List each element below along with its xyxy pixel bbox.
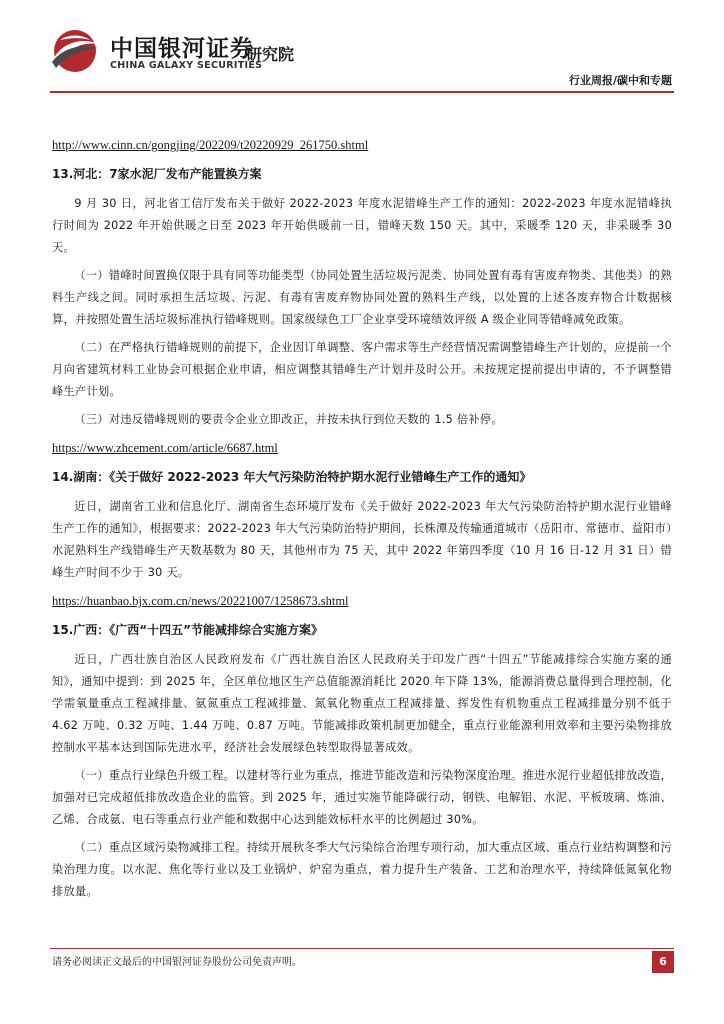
report-type-label: 行业周报/碳中和专题 xyxy=(568,74,672,87)
paragraph: （二）重点区域污染物减排工程。持续开展秋冬季大气污染综合治理专项行动，加大重点区域、重点行业结构调整和污染治理力度。以水泥、焦化等行业以及工业锅炉、炉窑为重点，着力提升生产装备、工艺和治理水平，持续降低氮氧化物排放量。 xyxy=(52,841,672,898)
section-13 xyxy=(52,163,672,459)
galaxy-logo-icon xyxy=(50,28,100,74)
footer-divider xyxy=(50,948,674,949)
section-heading: 14.湖南：《关于做好 2022-2023 年大气污染防治特护期水泥行业错峰生产工作的通知》 xyxy=(52,470,532,484)
brand-name-en: CHINA GALAXY SECURITIES xyxy=(110,60,263,71)
disclaimer-text: 请务必阅读正文最后的中国银河证券股份公司免责声明。 xyxy=(52,957,302,968)
section-heading: 15.广西：《广西“十四五”节能减排综合实施方案》 xyxy=(52,623,324,637)
section-14 xyxy=(52,466,672,612)
paragraph: （二）在严格执行错峰规则的前提下，企业因订单调整、客户需求等生产经营情况需调整错峰生产计划的，应提前一个月向省建筑材料工业协会可根据企业申请，相应调整其错峰生产计划并及时公开。未按规定提前提出申请的，不予调整错峰生产计划。 xyxy=(52,341,672,398)
page-number: 6 xyxy=(652,951,674,973)
page-header xyxy=(0,0,724,92)
header-divider xyxy=(50,91,674,93)
paragraph: （三）对违反错峰规则的要责令企业立即改正，并按未执行到位天数的 1.5 倍补停。 xyxy=(74,413,503,426)
source-link[interactable]: https://huanbao.bjx.com.cn/news/20221007/1258673.shtml xyxy=(52,594,349,608)
paragraph: （一）错峰时间置换仅限于具有同等功能类型（协同处置生活垃圾污泥类、协同处置有毒有害废弃物类、其他类）的熟料生产线之间。同时承担生活垃圾、污泥、有毒有害废弃物协同处置的熟料生产线，以处置的上述各废弃物合计数据核算，并按照处置生活垃圾标准执行错峰规则。国家级绿色工厂企业享受环境绩效评级 A 级企业同等错峰减免政策。 xyxy=(52,269,672,326)
paragraph: 近日，湖南省工业和信息化厅、湖南省生态环境厅发布《关于做好 2022-2023 年大气污染防治特护期水泥行业错峰生产工作的通知》，根据要求：2022-2023 年大气污染防治特护期间，长株潭及传输通道城市（岳阳市、常德市、益阳市）水泥熟料生产线错峰生产天数基数为 80 天，其他州市为 75 天，其中 2022 年第四季度（10 月 16 日-12 月 31 日）错峰生产时间不少于 30 天。 xyxy=(52,500,672,579)
brand-name-cn: 中国银河证券 xyxy=(110,36,254,62)
institute-label: 研究院 xyxy=(246,45,295,64)
source-link[interactable]: https://www.zhcement.com/article/6687.html xyxy=(52,441,278,455)
source-link[interactable]: http://www.cinn.cn/gongjing/202209/t20220929_261750.shtml xyxy=(52,138,369,152)
section-15 xyxy=(52,619,672,903)
main-content xyxy=(52,134,672,909)
paragraph: （一）重点行业绿色升级工程。以建材等行业为重点，推进节能改造和污染物深度治理。推进水泥行业超低排放改造，加强对已完成超低排放改造企业的监管。到 2025 年，通过实施节能降碳行动，钢铁、电解铝、水泥、平板玻璃、炼油、乙烯、合成氨、电石等重点行业产能和数据中心达到能效标杆水平的比例超过 30%。 xyxy=(52,769,672,826)
section-heading: 13.河北：7家水泥厂发布产能置换方案 xyxy=(52,167,262,181)
paragraph: 近日，广西壮族自治区人民政府发布《广西壮族自治区人民政府关于印发广西“十四五”节能减排综合实施方案的通知》，通知中提到：到 2025 年，全区单位地区生产总值能源消耗比 2020 年下降 13%，能源消费总量得到合理控制，化学需氧量重点工程减排量、氨氮重点工程减排量、氮氧化物重点工程减排量、挥发性有机物重点工程减排量分别不低于 4.62 万吨、0.32 万吨、1.44 万吨、0.87 万吨。节能减排政策机制更加健全，重点行业能源利用效率和主要污染物排放控制水平基本达到国际先进水平，经济社会发展绿色转型取得显著成效。 xyxy=(52,653,672,754)
paragraph: 9 月 30 日，河北省工信厅发布关于做好 2022-2023 年度水泥错峰生产工作的通知：2022-2023 年度水泥错峰执行时间为 2022 年开始供暖之日至 2023 年开始供暖前一日，错峰天数 150 天。其中，采暖季 120 天，非采暖季 30 天。 xyxy=(52,197,672,254)
